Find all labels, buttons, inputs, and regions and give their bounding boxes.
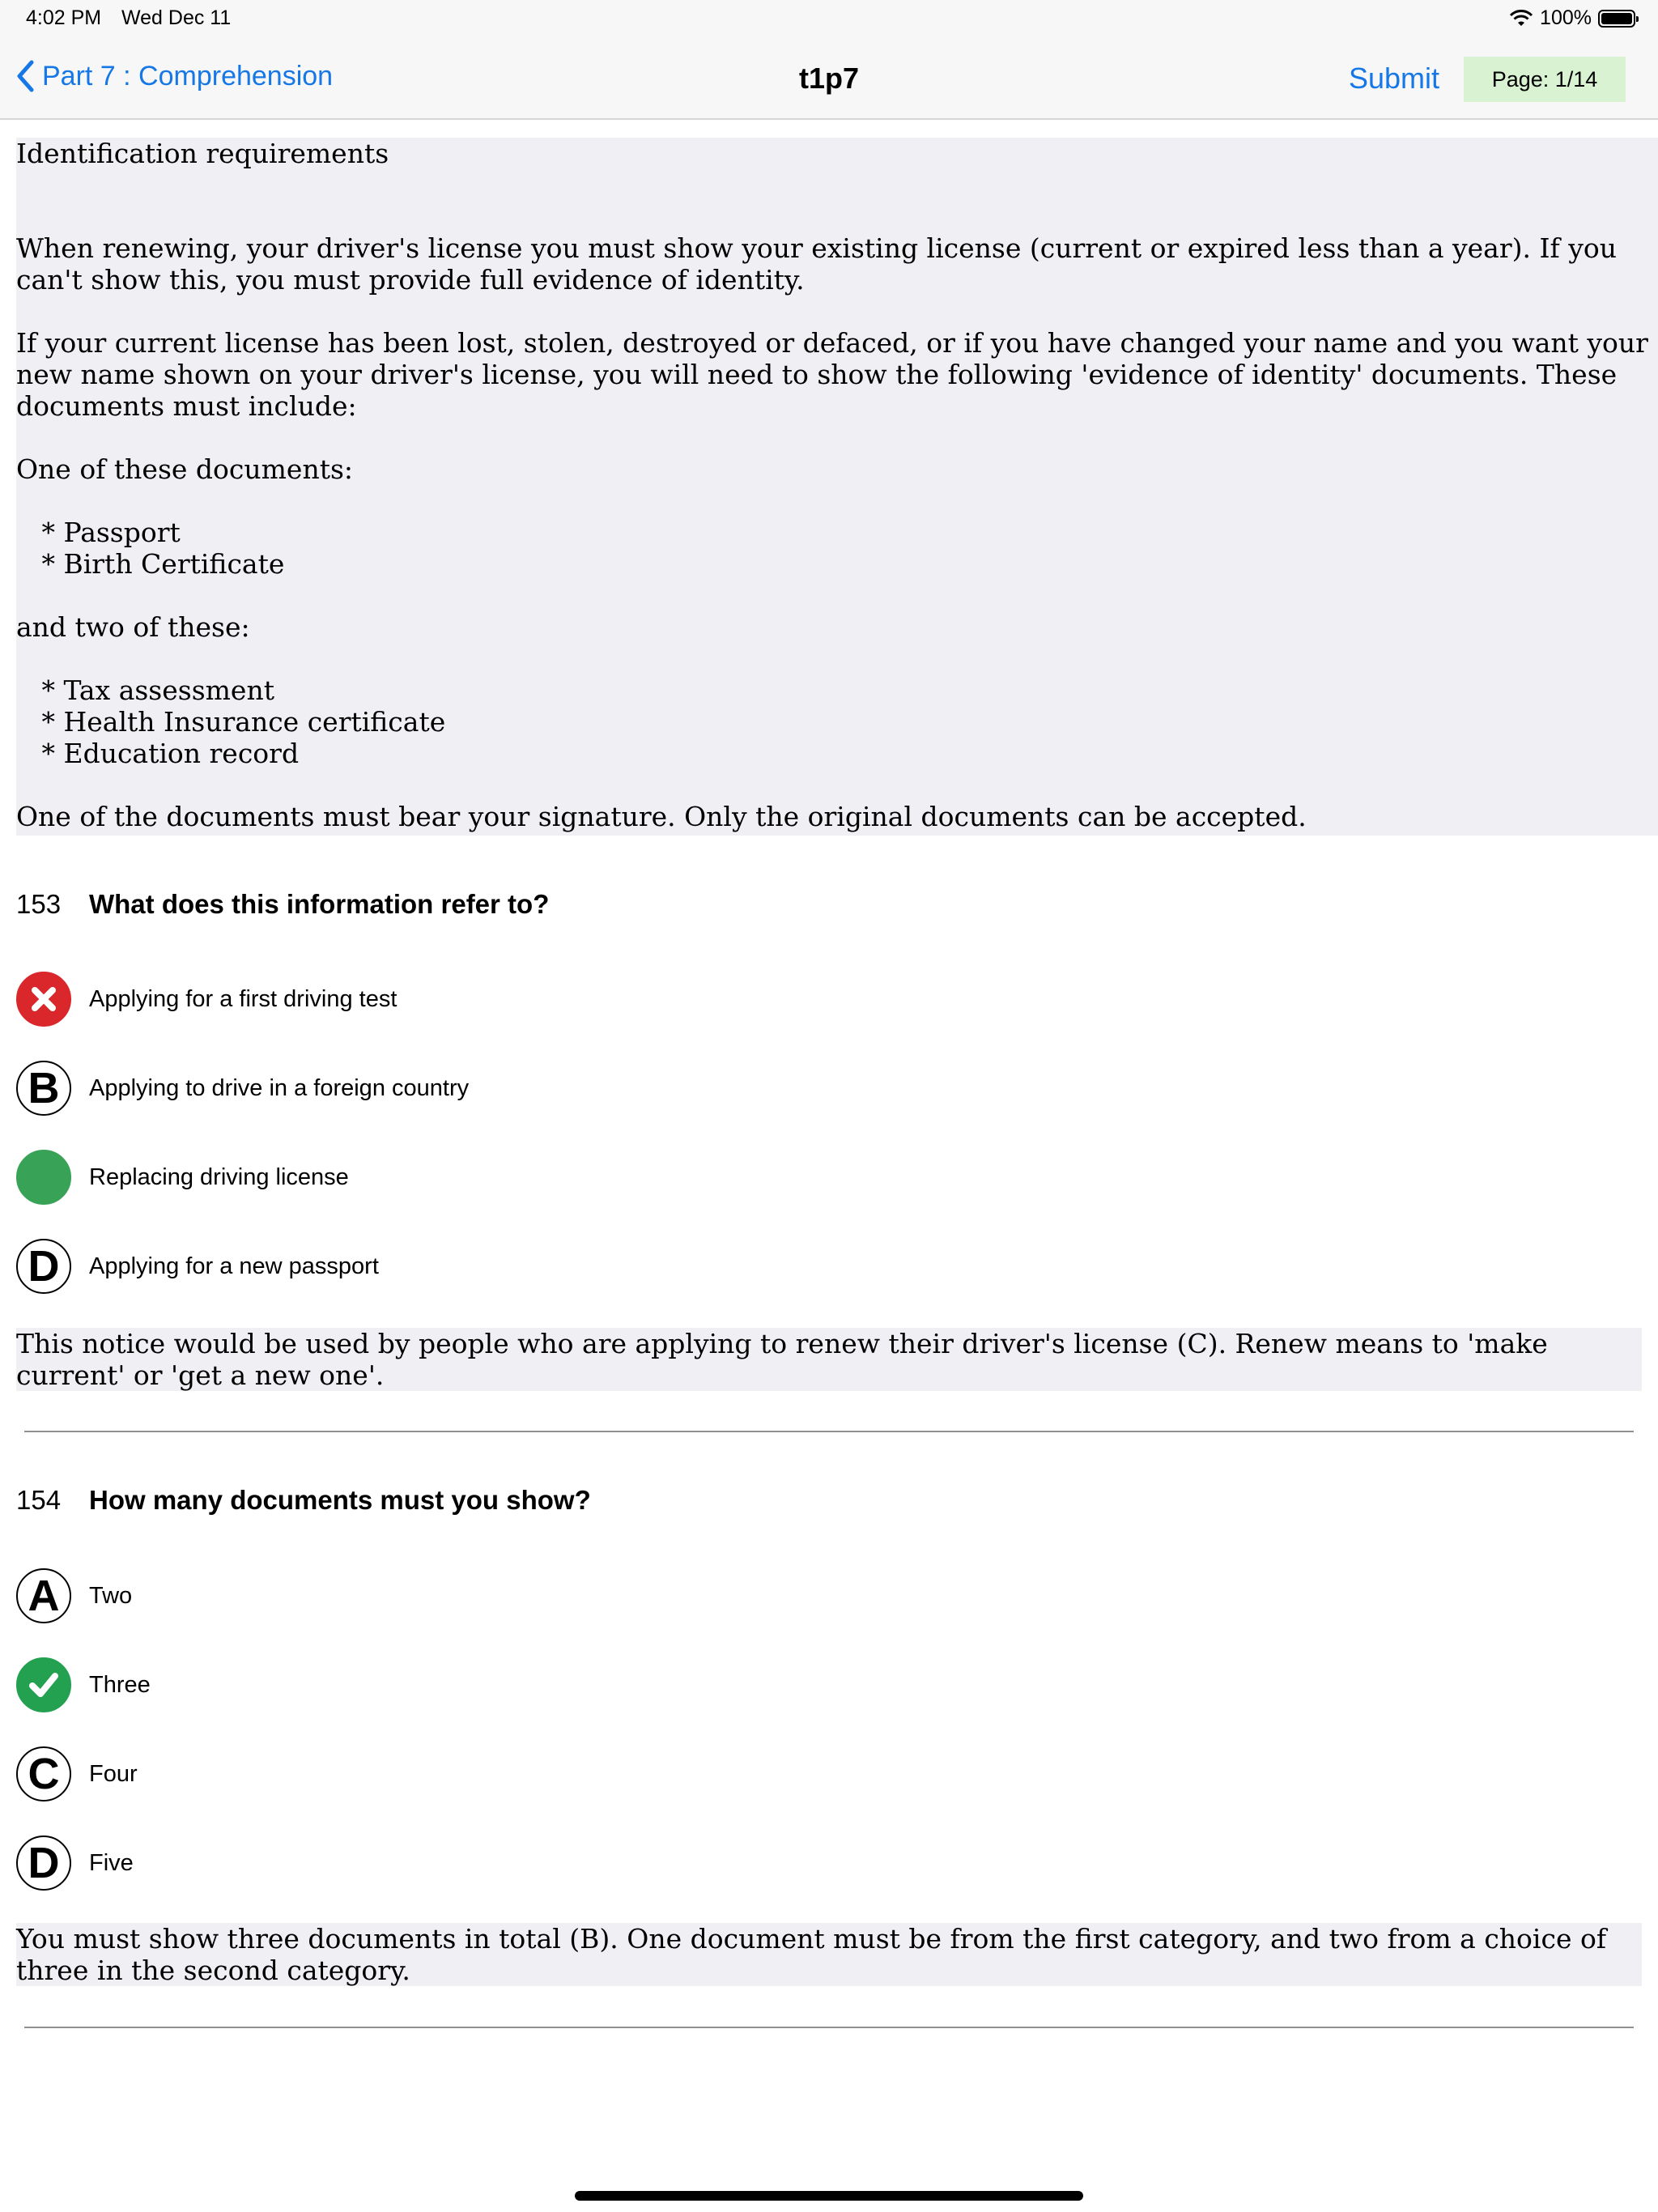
- explanation-text: This notice would be used by people who are applying to renew their driver's license (C). Renew means to 'make current' or 'get a new one'.: [16, 1328, 1642, 1391]
- explanation-text: You must show three documents in total (B). One document must be from the first category, and two from a choice of three in the second category.: [16, 1923, 1642, 1986]
- option-label: Applying for a first driving test: [89, 985, 397, 1012]
- chevron-left-icon: [16, 60, 34, 92]
- option-label: Five: [89, 1849, 134, 1876]
- page-indicator[interactable]: Page: 1/14: [1464, 57, 1626, 102]
- answer-option-c[interactable]: [16, 1150, 349, 1205]
- answer-option-a[interactable]: [16, 972, 397, 1027]
- passage-text: Identification requirements When renewing, your driver's license you must show your existing license (current or expired less than a year). If you can't show this, you must provide full evidence of identity. If your current license has been lost, stolen, destroyed or defaced, or if you have changed your name and you want your new name shown on your driver's license, you will need to show the following 'evidence of identity' documents. These documents must include: One of these documents: * Passport * Birth Certificate and two of these: * Tax assessment * Health Insurance certificate * Education record One of the documents must bear your signature. Only the original documents can be accepted.: [16, 138, 1658, 836]
- option-label: Replacing driving license: [89, 1163, 349, 1190]
- option-label: Applying to drive in a foreign country: [89, 1074, 470, 1101]
- battery-icon: [1598, 10, 1635, 28]
- selected-indicator-icon: [16, 1150, 71, 1205]
- question-text: How many documents must you show?: [89, 1485, 591, 1515]
- answer-option-a[interactable]: [16, 1568, 132, 1623]
- back-label: Part 7 : Comprehension: [42, 60, 334, 91]
- divider: [24, 2027, 1634, 2028]
- option-letter-badge: D: [16, 1239, 71, 1294]
- option-letter-badge: A: [16, 1568, 71, 1623]
- question-header: [16, 889, 549, 920]
- wifi-icon: [1509, 10, 1533, 28]
- back-button[interactable]: [16, 60, 333, 92]
- status-time: 4:02 PM: [26, 6, 102, 29]
- status-indicators: [1509, 6, 1635, 30]
- option-letter-badge: B: [16, 1061, 71, 1116]
- submit-button[interactable]: Submit: [1349, 62, 1440, 95]
- x-mark-icon: [16, 972, 71, 1027]
- nav-bar: [0, 39, 1658, 120]
- page-title: t1p7: [798, 62, 860, 95]
- status-date: Wed Dec 11: [121, 6, 232, 29]
- battery-percent: 100%: [1540, 6, 1592, 29]
- option-letter-badge: C: [16, 1746, 71, 1802]
- option-letter-badge: D: [16, 1836, 71, 1891]
- option-label: Applying for a new passport: [89, 1253, 379, 1279]
- answer-option-b[interactable]: [16, 1061, 469, 1116]
- question-number: 154: [16, 1485, 62, 1515]
- question-header: [16, 1485, 591, 1516]
- question-text: What does this information refer to?: [89, 889, 550, 919]
- checkmark-icon: [16, 1657, 71, 1712]
- divider: [24, 1431, 1634, 1432]
- option-label: Three: [89, 1671, 151, 1698]
- answer-option-d[interactable]: [16, 1239, 379, 1294]
- option-label: Two: [89, 1582, 133, 1609]
- answer-option-b[interactable]: [16, 1657, 151, 1712]
- option-label: Four: [89, 1760, 138, 1787]
- answer-option-c[interactable]: [16, 1746, 138, 1802]
- question-number: 153: [16, 889, 62, 919]
- status-bar: [0, 0, 1658, 39]
- home-indicator[interactable]: [575, 2191, 1083, 2201]
- answer-option-d[interactable]: [16, 1836, 134, 1891]
